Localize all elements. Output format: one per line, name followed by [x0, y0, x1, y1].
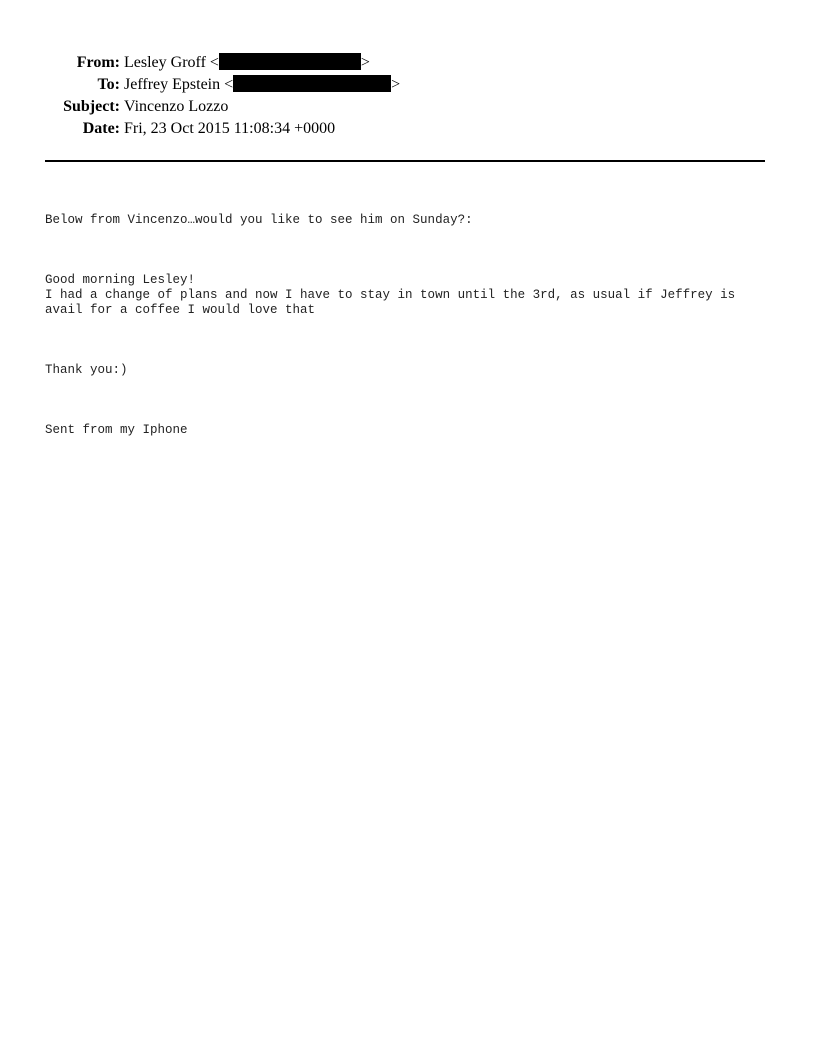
header-divider [45, 160, 765, 162]
message-line: avail for a coffee I would love that [45, 303, 316, 317]
from-close: > [360, 54, 370, 71]
email-header [0, 52, 816, 140]
to-row [0, 74, 816, 96]
subject-label: Subject: [63, 98, 120, 115]
email-body [45, 183, 770, 468]
date-row [0, 118, 816, 140]
message-paragraph [45, 273, 770, 318]
thanks-paragraph: Thank you:) [45, 363, 128, 377]
from-name: Lesley Groff < [124, 54, 219, 71]
to-close: > [391, 76, 401, 93]
from-value [124, 52, 370, 74]
to-name: Jeffrey Epstein < [124, 76, 234, 93]
subject-row [0, 96, 816, 118]
subject-value: Vincenzo Lozzo [124, 98, 229, 115]
to-label: To: [97, 76, 120, 93]
date-value: Fri, 23 Oct 2015 11:08:34 +0000 [124, 120, 336, 137]
date-label: Date: [82, 120, 120, 137]
greeting-line: Good morning Lesley! [45, 273, 196, 287]
redacted-email-block [219, 53, 361, 70]
signature-line: Sent from my Iphone [45, 423, 188, 437]
from-label: From: [76, 54, 120, 71]
message-line: I had a change of plans and now I have to stay in town until the 3rd, as usual if Jeffrey is [45, 288, 736, 302]
redacted-email-block [233, 75, 391, 92]
to-value [124, 74, 400, 96]
intro-paragraph: Below from Vincenzo…would you like to see him on Sunday?: [45, 213, 473, 227]
from-row [0, 52, 816, 74]
